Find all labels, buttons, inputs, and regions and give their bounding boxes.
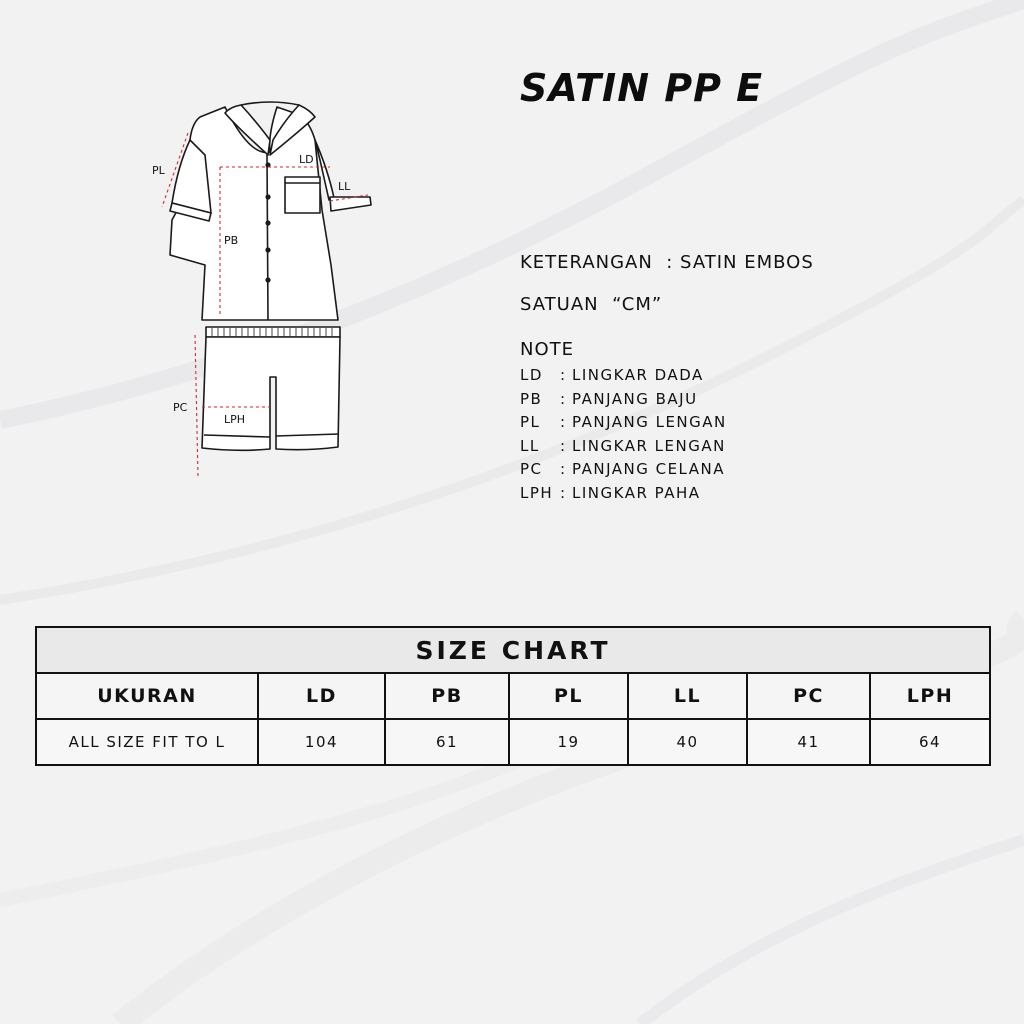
unit-info: SATUAN “CM”: [520, 294, 663, 315]
size-chart-table: [35, 626, 991, 766]
note-description: LINGKAR LENGAN: [572, 436, 726, 455]
pc-measure-line: [195, 335, 198, 477]
label-ll: LL: [338, 180, 351, 193]
column-header: LD: [258, 673, 385, 719]
note-heading: NOTE: [520, 339, 575, 360]
note-item: [520, 460, 727, 484]
note-code: PL: [520, 413, 541, 432]
column-header: LPH: [870, 673, 990, 719]
column-header: PB: [385, 673, 509, 719]
note-separator: :: [560, 389, 567, 408]
size-chart-header-row: [36, 673, 990, 719]
note-list: [520, 366, 727, 508]
note-code: PB: [520, 389, 543, 408]
note-separator: :: [560, 436, 567, 455]
column-header: PL: [509, 673, 628, 719]
table-cell: 40: [628, 719, 747, 765]
label-lph: LPH: [224, 413, 246, 426]
table-cell: 61: [385, 719, 509, 765]
column-header: PC: [747, 673, 870, 719]
column-header: LL: [628, 673, 747, 719]
note-description: LINGKAR PAHA: [572, 483, 701, 502]
note-item: [520, 390, 727, 414]
shorts-outline: [202, 337, 340, 450]
table-cell: 19: [509, 719, 628, 765]
note-code: LL: [520, 436, 540, 455]
garment-diagram: [150, 95, 390, 485]
label-pl: PL: [152, 164, 165, 177]
product-title: SATIN PP E: [520, 66, 764, 110]
note-code: LPH: [520, 483, 554, 502]
note-description: PANJANG CELANA: [572, 460, 725, 479]
note-description: PANJANG LENGAN: [572, 413, 727, 432]
note-code: PC: [520, 460, 543, 479]
shorts-waistband-ribs: [212, 328, 332, 336]
shirt-neck-back: [241, 102, 299, 105]
table-cell: ALL SIZE FIT TO L: [36, 719, 258, 765]
table-cell: 64: [870, 719, 990, 765]
label-pc: PC: [173, 401, 188, 414]
note-item: [520, 484, 727, 508]
note-item: [520, 437, 727, 461]
shirt-right-cuff: [330, 197, 371, 211]
column-header: UKURAN: [36, 673, 258, 719]
note-description: LINGKAR DADA: [572, 366, 704, 384]
table-cell: 41: [747, 719, 870, 765]
note-separator: :: [560, 483, 567, 502]
note-separator: :: [560, 460, 567, 479]
label-ld: LD: [299, 153, 314, 166]
label-pb: PB: [224, 234, 239, 247]
material-info: KETERANGAN : SATIN EMBOS: [520, 252, 814, 273]
note-code: LD: [520, 366, 543, 384]
size-chart-title: SIZE CHART: [36, 627, 990, 673]
note-item: [520, 413, 727, 437]
note-item: [520, 366, 727, 390]
note-separator: :: [560, 366, 567, 384]
table-cell: 104: [258, 719, 385, 765]
note-separator: :: [560, 413, 567, 432]
note-description: PANJANG BAJU: [572, 389, 698, 408]
table-row: [36, 719, 990, 765]
